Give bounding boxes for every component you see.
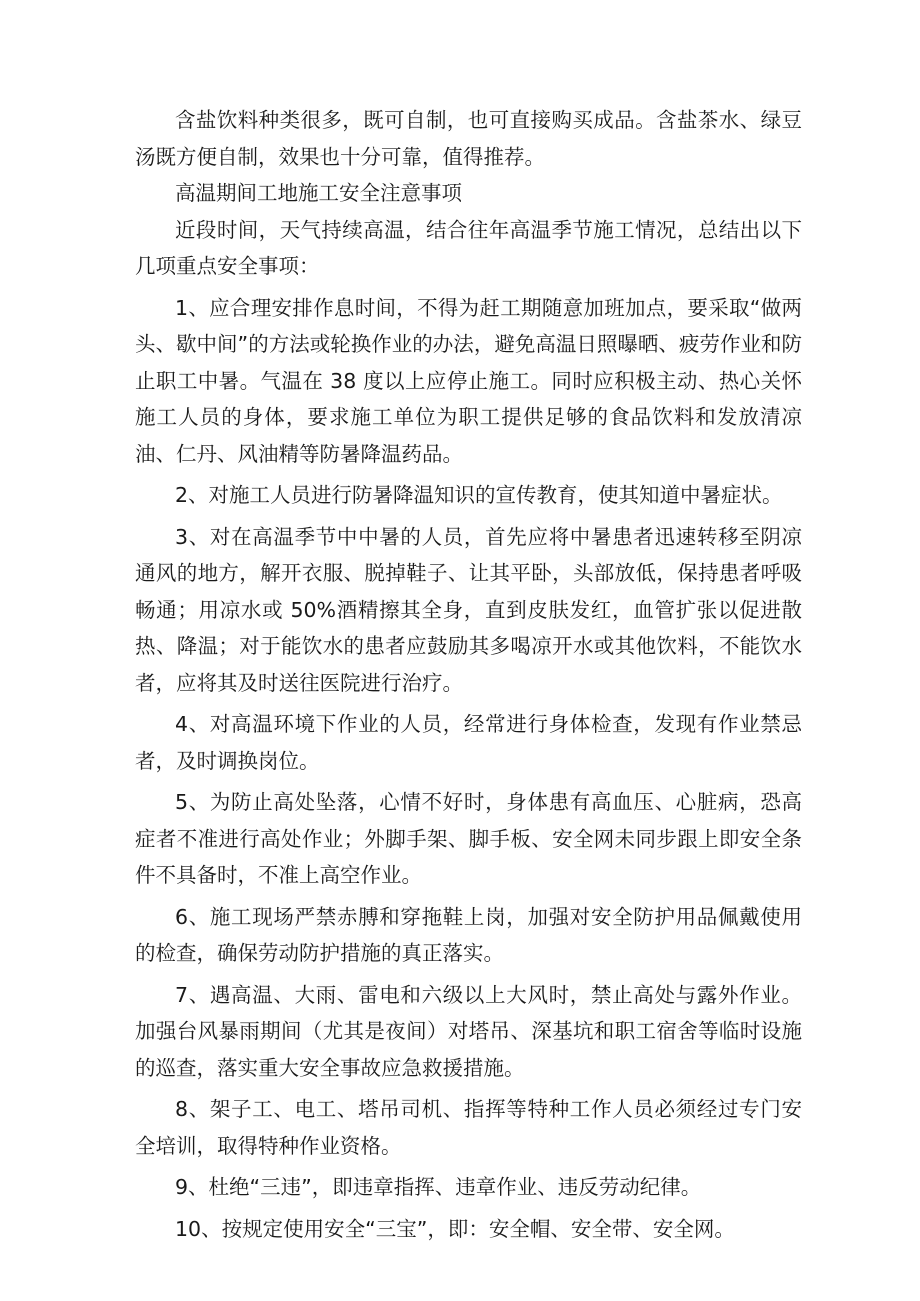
list-item-7: 7、遇高温、大雨、雷电和六级以上大风时，禁止高处与露外作业。加强台风暴雨期间（尤其是夜间）对塔吊、深基坑和职工宿舍等临时设施的巡查，落实重大安全事故应急救援措施。: [135, 982, 802, 1080]
list-item-4: 4、对高温环境下作业的人员，经常进行身体检查，发现有作业禁忌者，及时调换岗位。: [135, 712, 802, 773]
list-item-10: 10、按规定使用安全“三宝”，即：安全帽、安全带、安全网。: [175, 1216, 735, 1241]
list-item-9: 9、杜绝“三违”，即违章指挥、违章作业、违反劳动纪律。: [175, 1175, 702, 1199]
paragraph-intro: 近段时间，天气持续高温，结合往年高温季节施工情况，总结出以下几项重点安全事项：: [135, 217, 802, 278]
list-item-1: 1、应合理安排作息时间，不得为赶工期随意加班加点，要采取“做两头、歇中间”的方法或轮换作业的办法，避免高温日照曝晒、疲劳作业和防止职工中暑。气温在 38 度以上应停止施工。同时应积极主动、热心关怀施工人员的身体，要求施工单位为职工提供足够的食品饮料和发放清凉油、仁丹、风油精等防暑降温药品。: [135, 295, 802, 466]
list-item-6: 6、施工现场严禁赤膊和穿拖鞋上岗，加强对安全防护用品佩戴使用的检查，确保劳动防护措施的真正落实。: [135, 904, 802, 965]
list-item-2: 2、对施工人员进行防暑降温知识的宣传教育，使其知道中暑症状。: [175, 483, 783, 507]
list-item-8: 8、架子工、电工、塔吊司机、指挥等特种工作人员必须经过专门安全培训，取得特种作业资格。: [135, 1097, 802, 1158]
list-item-5: 5、为防止高处坠落，心情不好时，身体患有高血压、心脏病，恐高症者不准进行高处作业；外脚手架、脚手板、安全网未同步跟上即安全条件不具备时，不准上高空作业。: [135, 790, 802, 887]
section-heading: 高温期间工地施工安全注意事项: [175, 181, 462, 205]
list-item-3: 3、对在高温季节中中暑的人员，首先应将中暑患者迅速转移至阴凉通风的地方，解开衣服、脱掉鞋子、让其平卧，头部放低，保持患者呼吸畅通；用凉水或 50%酒精擦其全身，直到皮肤发红，血管扩张以促进散热、降温；对于能饮水的患者应鼓励其多喝凉开水或其他饮料，不能饮水者，应将其及时送往医院进行治疗。: [135, 524, 802, 695]
paragraph-salt-drinks: 含盐饮料种类很多，既可自制，也可直接购买成品。含盐茶水、绿豆汤既方便自制，效果也十分可靠，值得推荐。: [135, 108, 802, 169]
